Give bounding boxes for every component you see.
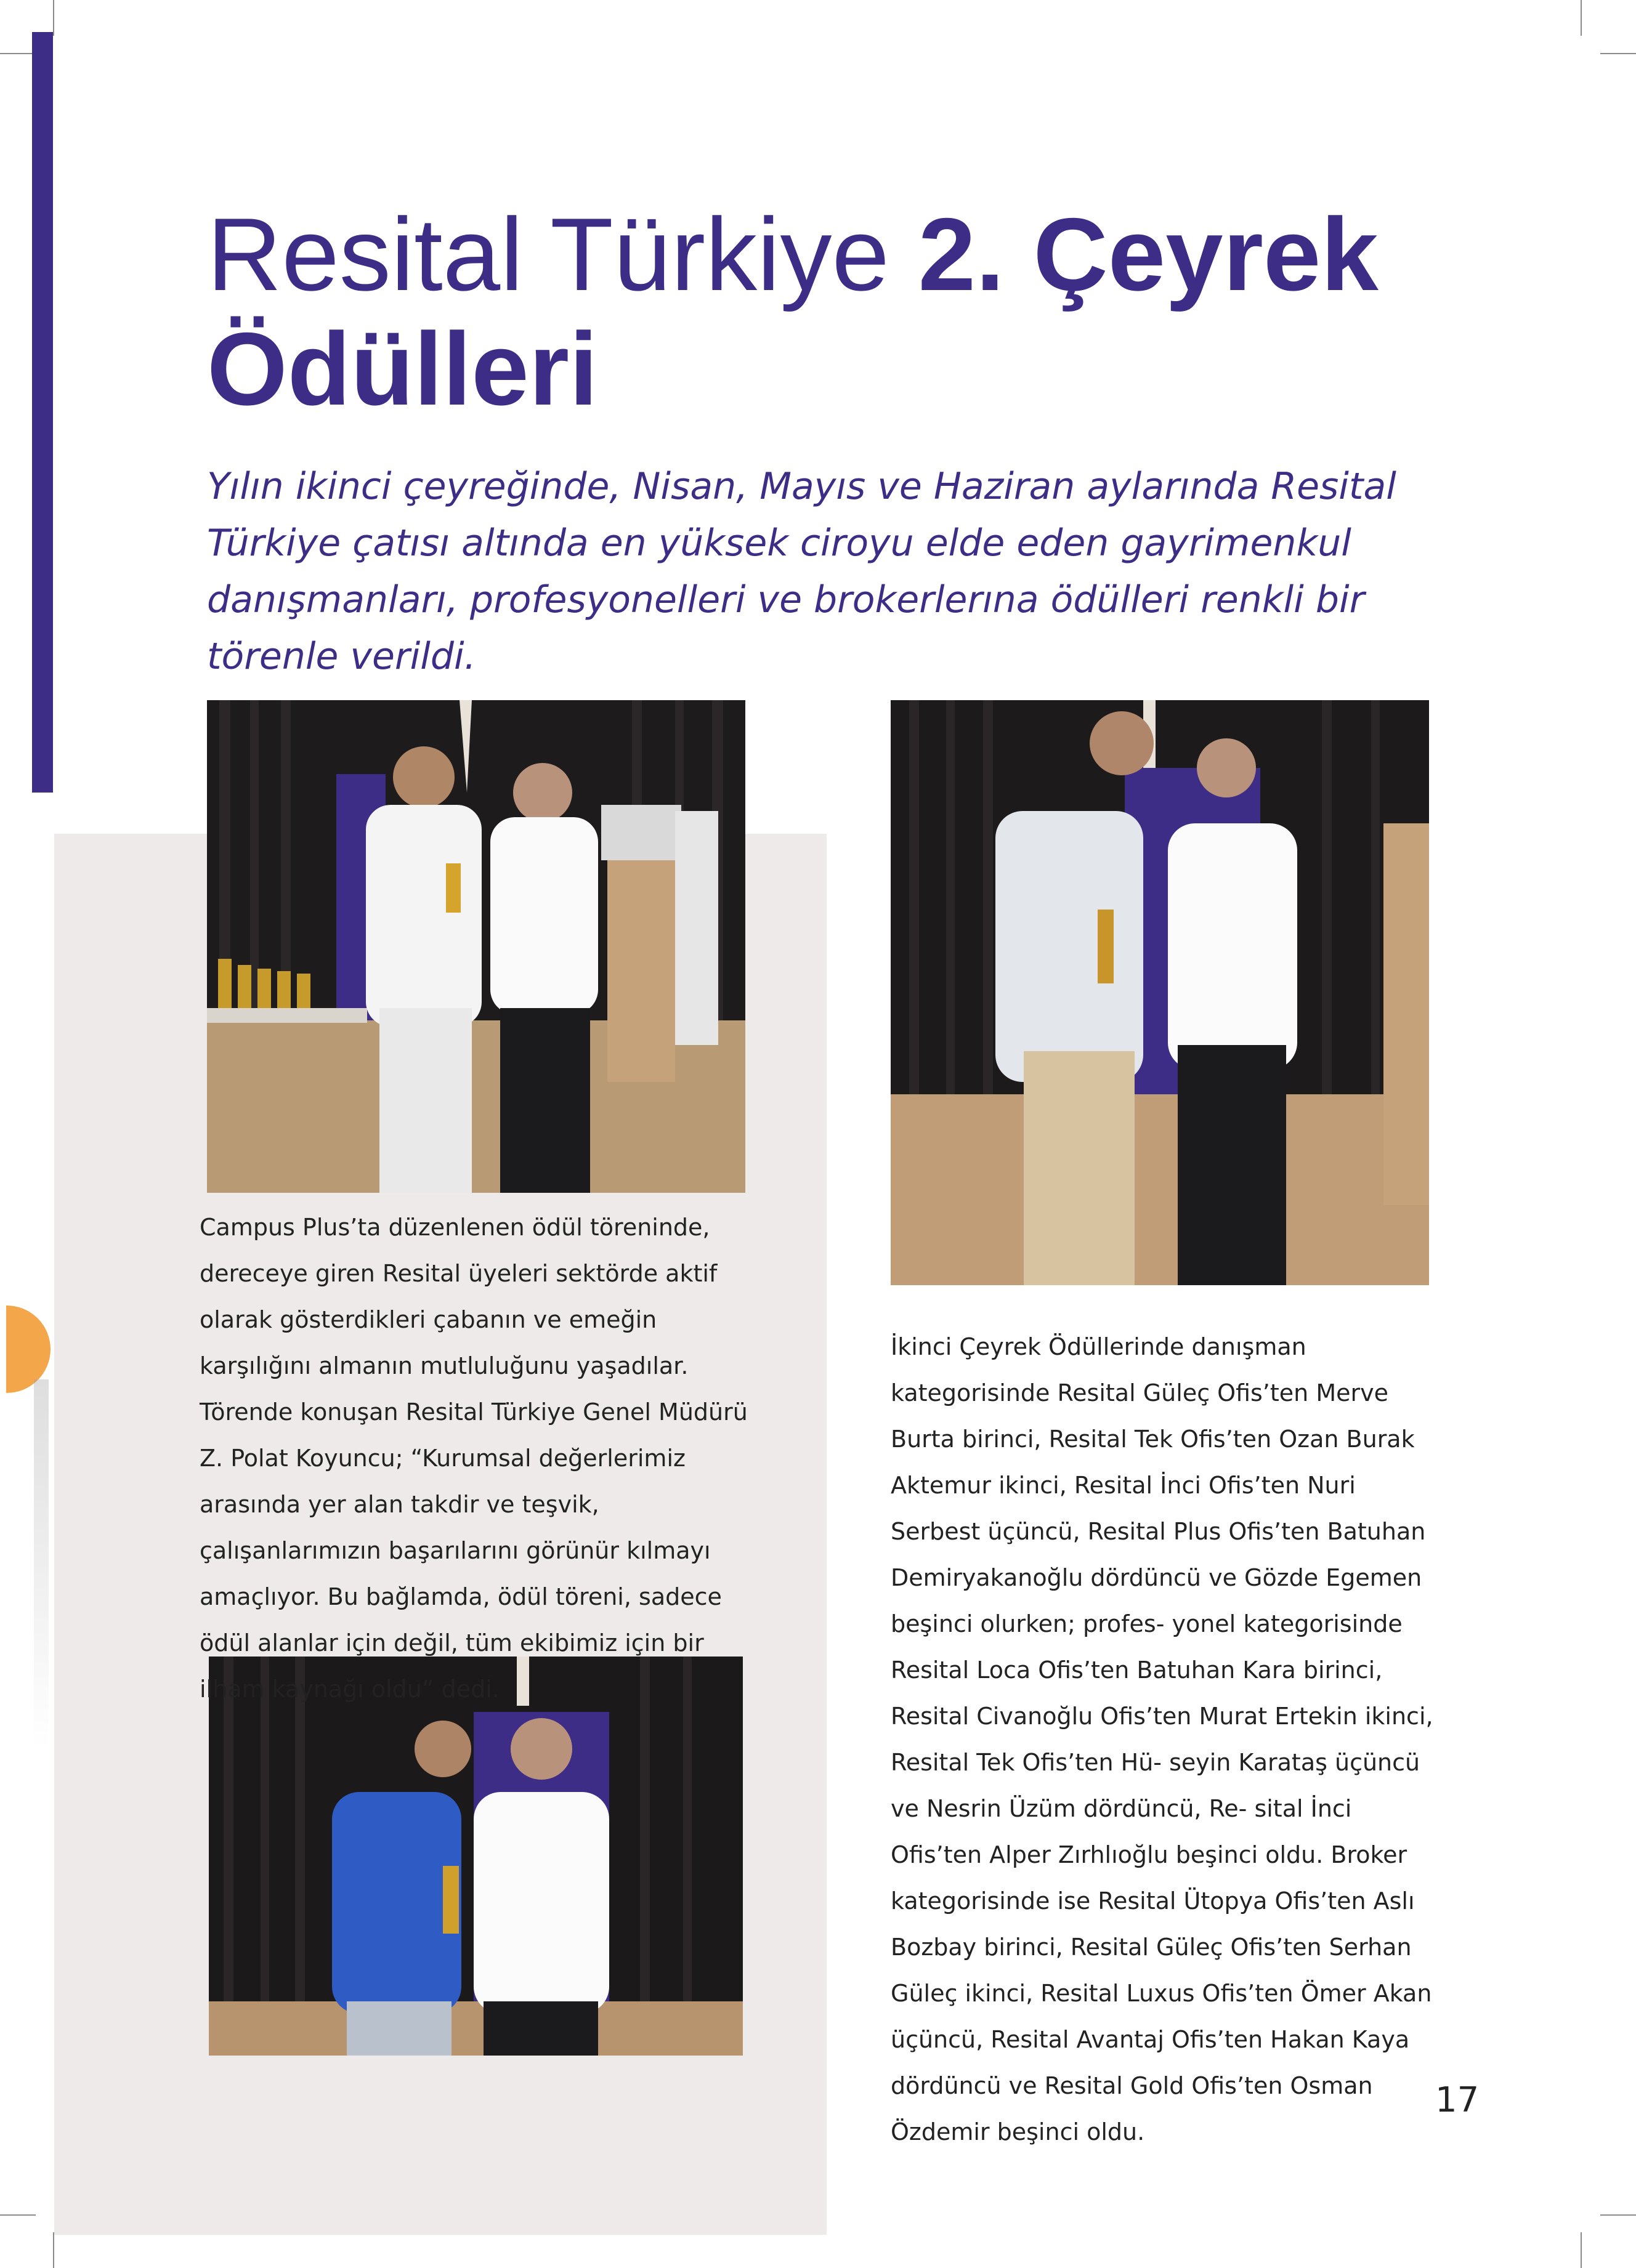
page-title bbox=[207, 197, 1439, 426]
crop-mark bbox=[0, 53, 36, 54]
lead-paragraph: Yılın ikinci çeyreğinde, Nisan, Mayıs ve Haziran aylarında Resital Türkiye çatısı altında en yüksek ciroyu elde eden gayrimenkul danışmanları, profesyonelleri ve brokerlerına ödülleri renkli bir törenle verildi. bbox=[207, 465, 1396, 678]
left-column-text: Campus Plus’ta düzenlenen ödül töreninde, dereceye giren Resital üyeleri sektörde aktif olarak gösterdikleri çabanın ve emeğin karşılığını almanın mutluluğunu yaşadılar. Törende konuşan Resital Türkiye Genel Müdürü Z. Polat Koyuncu; “Kurumsal değerlerimiz arasında yer alan takdir ve teşvik, çalışanlarımızın başarılarını görünür kılmayı amaçlıyor. Bu bağlamda, ödül töreni, sadece ödül alanlar için değil, tüm ekibimiz için bir ilham kaynağı oldu” dedi. bbox=[200, 1214, 748, 1703]
page-number: 17 bbox=[1435, 2080, 1480, 2120]
crop-mark bbox=[1581, 2232, 1582, 2268]
title-bold-line1: 2. Çeyrek bbox=[918, 196, 1379, 312]
crop-mark bbox=[1600, 53, 1636, 54]
title-regular: Resital Türkiye bbox=[207, 196, 889, 312]
award-photo-3 bbox=[209, 1657, 743, 2056]
award-photo-2 bbox=[891, 700, 1429, 1285]
crop-mark bbox=[0, 2214, 36, 2216]
crop-mark bbox=[53, 2232, 54, 2268]
right-column-text: İkinci Çeyrek Ödüllerinde danışman kategorisinde Resital Güleç Ofis’ten Merve Burta birinci, Resital Tek Ofis’ten Ozan Burak Aktemur ikinci, Resital İnci Ofis’ten Nuri Serbest üçüncü, Resital Plus Ofis’ten Batuhan Demiryakanoğlu dördüncü ve Gözde Egemen beşinci olurken; profes- yonel kategorisinde Resital Loca Ofis’ten Batuhan Kara birinci, Resital Civanoğlu Ofis’ten Murat Ertekin ikinci, Resital Tek Ofis’ten Hü- seyin Karataş üçüncü ve Nesrin Üzüm dördüncü, Re- sital İnci Ofis’ten Alper Zırhlıoğlu beşinci oldu. Broker kategorisinde ise Resital Ütopya Ofis’ten Aslı Bozbay birinci, Resital Güleç Ofis’ten Serhan Güleç ikinci, Resital Luxus Ofis’ten Ömer Akan üçüncü, Resital Avantaj Ofis’ten Hakan Kaya dördüncü ve Resital Gold Ofis’ten Osman Özdemir beşinci oldu. bbox=[891, 1333, 1433, 2145]
award-photo-1 bbox=[207, 700, 745, 1193]
side-shadow bbox=[34, 1379, 49, 1749]
crop-mark bbox=[1581, 0, 1582, 36]
crop-mark bbox=[53, 0, 54, 36]
crop-mark bbox=[1600, 2214, 1636, 2216]
accent-bar bbox=[32, 32, 53, 793]
title-bold-line2: Ödülleri bbox=[207, 311, 598, 427]
